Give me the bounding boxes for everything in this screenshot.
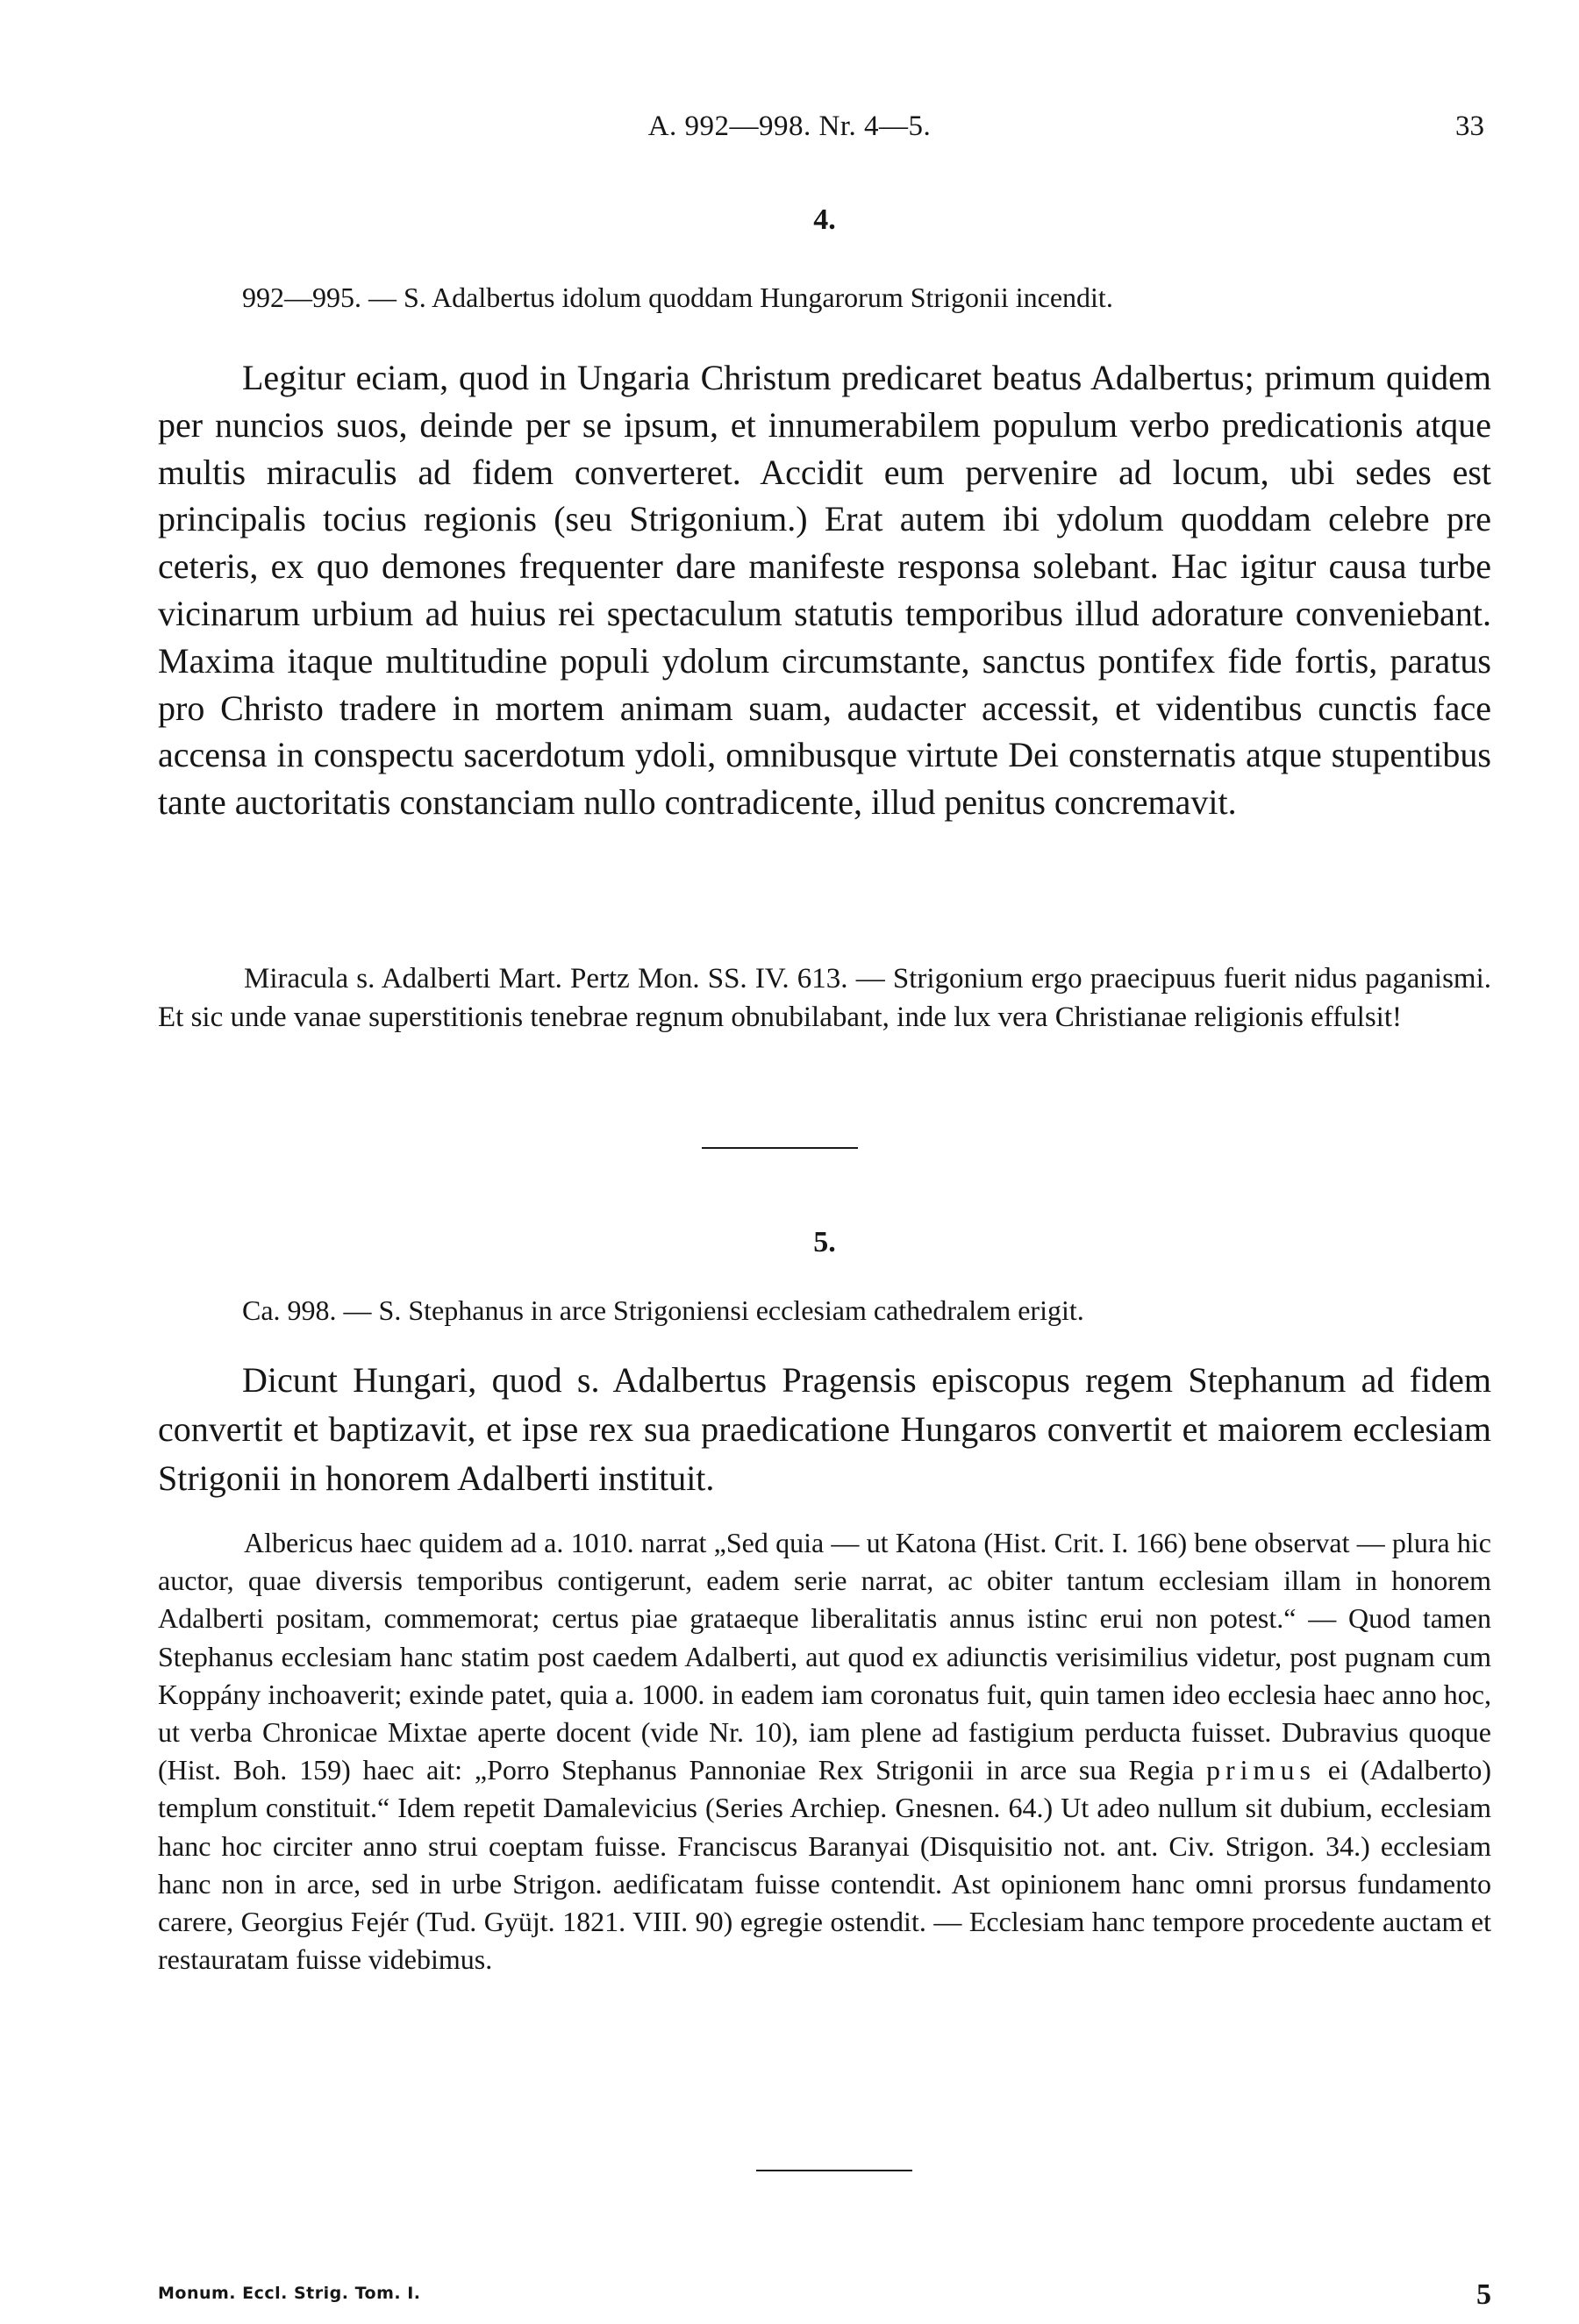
commentary-spaced-word: primus xyxy=(1206,1754,1316,1786)
document-4-source-note xyxy=(158,959,1491,1037)
section-divider xyxy=(702,1147,858,1149)
document-5-regest: Ca. 998. — S. Stephanus in arce Strigoniensi ecclesiam cathedralem erigit. xyxy=(242,1294,1084,1326)
document-number-4: 4. xyxy=(813,203,836,236)
document-5-text xyxy=(158,1356,1491,1503)
document-4-regest: 992—995. — S. Adalbertus idolum quoddam Hungarorum Strigonii incendit. xyxy=(242,282,1113,313)
commentary-text-part-2: ei (Adalberto) templum constituit.“ Idem repetit Damalevicius (Series Archiep. Gnesnen. 64.) Ut adeo nullum sit dubium, ecclesiam hanc hoc circiter anno strui coeptam fuisse. Franciscus Baranyai (Disquisitio not. ant. Civ. Strigon. 34.) ecclesiam hanc non in arce, sed in urbe Strigon. aedificatam fuisse contendit. Ast opinionem hanc omni prorsus fundamento carere, Georgius Fejér (Tud. Gyüjt. 1821. VIII. 90) egregie ostendit. — Ecclesiam hanc tempore procedente auctam et restauratam fuisse videbimus. xyxy=(158,1754,1492,1976)
document-4-source-note-body: Miracula s. Adalberti Mart. Pertz Mon. SS. IV. 613. — Strigonium ergo praecipuus fuerit nidus paganismi. Et sic unde vanae superstitionis tenebrae regnum obnubilabant, inde lux vera Christianae religionis effulsit! xyxy=(158,963,1491,1033)
document-4-text-body: Legitur eciam, quod in Ungaria Christum predicaret beatus Adalbertus; primum quidem per nuncios suos, deinde per se ipsum, et innumerabilem populum verbo predicationis atque multis miraculis ad fidem converteret. Accidit eum pervenire ad locum, ubi sedes est principalis tocius regionis (seu Strigonium.) Erat autem ibi ydolum quoddam celebre pre ceteris, ex quo demones frequenter dare manifeste responsa solebant. Hac igitur causa turbe vicinarum urbium ad huius rei spectaculum statutis temporibus illud adorature conveniebant. Maxima itaque multitudine populi ydolum circumstante, sanctus pontifex fide fortis, paratus pro Christo tradere in mortem animam suam, audacter accessit, et videntibus cunctis face accensa in conspectu sacerdotum ydoli, omnibusque virtute Dei consternatis atque stupentibus tante auctoritatis constanciam nullo contradicente, illud penitus concremavit. xyxy=(158,358,1491,823)
document-number-5: 5. xyxy=(813,1226,836,1258)
document-5-text-body: Dicunt Hungari, quod s. Adalbertus Pragensis episcopus regem Stephanum ad fidem convertit et baptizavit, et ipse rex sua praedicatione Hungaros convertit et maiorem ecclesiam Strigonii in honorem Adalberti instituit. xyxy=(158,1360,1491,1498)
footer xyxy=(158,2278,1491,2313)
document-4-text xyxy=(158,354,1491,826)
page-number: 33 xyxy=(1455,110,1484,142)
document-5-commentary-body xyxy=(158,1524,1491,1978)
running-head xyxy=(0,110,1579,149)
document-5-commentary xyxy=(158,1524,1491,1978)
closing-divider xyxy=(756,2170,912,2171)
running-title: A. 992—998. Nr. 4—5. xyxy=(647,110,932,142)
commentary-text-part-1: Albericus haec quidem ad a. 1010. narrat „Sed quia — ut Katona (Hist. Crit. I. 166) bene observat — plura hic auctor, quae diversis temporibus contigerunt, eadem serie narrat, ac obiter tantum ecclesiam illam in honorem Adalberti positam, commemorat; certus piae grataeque liberalitatis annus istinc erui non potest.“ — Quod tamen Stephanus ecclesiam hanc statim post caedem Adalberti, aut quod ex adiunctis verisimilius videtur, post pugnam cum Koppány inchoaverit; exinde patet, quia a. 1000. in eadem iam coronatus fuit, quin tamen ideo ecclesia haec anno hoc, ut verba Chronicae Mixtae aperte docent (vide Nr. 10), iam plene ad fastigium perducta fuisset. Dubravius quoque (Hist. Boh. 159) haec ait: „Porro Stephanus Pannoniae Rex Strigonii in arce sua Regia xyxy=(158,1527,1491,1786)
printer-signature: Monum. Eccl. Strig. Tom. I. xyxy=(158,2284,421,2303)
sheet-number: 5 xyxy=(1476,2278,1491,2311)
